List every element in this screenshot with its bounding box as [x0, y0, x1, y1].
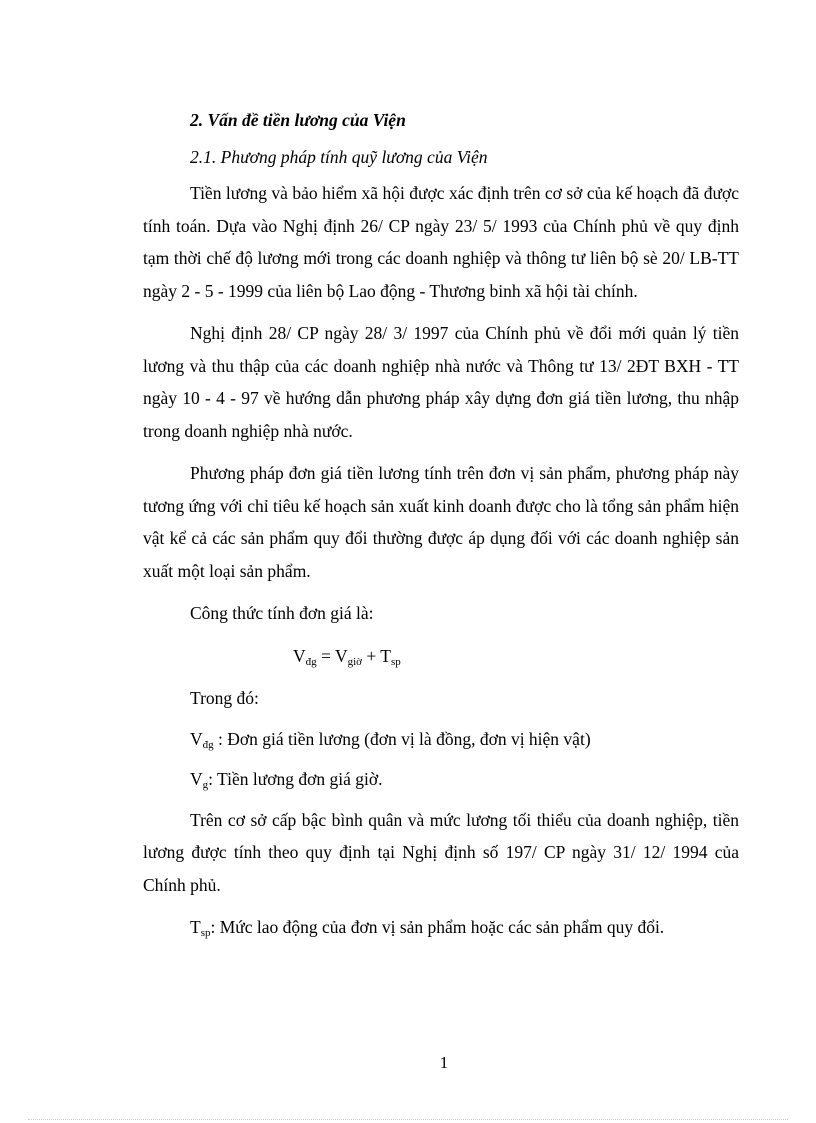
formula-term2: T — [380, 645, 391, 666]
definition-vdg-symbol: V — [190, 728, 203, 749]
definition-tsp — [190, 911, 739, 944]
formula-lhs: V — [293, 645, 306, 666]
definition-vg-symbol: V — [190, 769, 203, 789]
section-title: 2. Vấn đề tiền lương của Viện — [190, 110, 406, 130]
definition-vg-text: : Tiền lương đơn giá giờ. — [208, 769, 383, 789]
definition-tsp-text: : Mức lao động của đơn vị sản phẩm hoặc các sản phẩm quy đổi. — [210, 917, 665, 937]
formula-lhs-subscript: đg — [305, 655, 317, 668]
section-subtitle: 2.1. Phương pháp tính quỹ lương của Viện — [190, 146, 488, 167]
definition-vdg-subscript: đg — [202, 738, 214, 751]
unit-price-formula — [293, 640, 739, 673]
paragraph-3: Phương pháp đơn giá tiền lương tính trên đơn vị sản phẩm, phương pháp này tương ứng với chỉ tiêu kế hoạch sản xuất kinh doanh được cho là tổng sản phẩm hiện vật kể cả các sản phẩm quy đổi thường được áp dụng đối với các doanh nghiệp sản xuất một loại sản phẩm. — [143, 463, 739, 581]
page-bottom-divider — [28, 1119, 788, 1120]
paragraph-2: Nghị định 28/ CP ngày 28/ 3/ 1997 của Chính phủ về đổi mới quản lý tiền lương và thu thập của các doanh nghiệp nhà nước và Thông tư 13/ 2ĐT BXH - TT ngày 10 - 4 - 97 về hướng dẫn phương pháp xây dựng đơn giá tiền lương, thu nhập trong doanh nghiệp nhà nước. — [143, 323, 739, 441]
definition-tsp-symbol: T — [190, 917, 201, 937]
definition-vdg — [190, 723, 739, 756]
where-label: Trong đó: — [190, 688, 259, 708]
formula-equals: = — [316, 645, 335, 666]
formula-term1: V — [334, 645, 348, 666]
definition-vg — [190, 763, 739, 796]
formula-term1-subscript: giờ — [347, 655, 362, 668]
formula-term2-subscript: sp — [390, 655, 401, 668]
formula-intro: Công thức tính đơn giá là: — [190, 603, 374, 623]
definition-tsp-subscript: sp — [200, 927, 211, 939]
definition-vdg-text: : Đơn giá tiền lương (đơn vị là đồng, đơn vị hiện vật) — [213, 728, 591, 749]
formula-plus: + — [361, 645, 381, 666]
paragraph-4: Trên cơ sở cấp bậc bình quân và mức lương tối thiểu của doanh nghiệp, tiền lương được tính theo quy định tại Nghị định số 197/ CP ngày 31/ 12/ 1994 của Chính phủ. — [143, 809, 739, 895]
page-content — [143, 104, 739, 952]
page-number: 1 — [439, 1053, 449, 1072]
definition-vg-subscript: g — [202, 779, 209, 791]
paragraph-1: Tiền lương và bảo hiểm xã hội được xác định trên cơ sở của kế hoạch đã được tính toán. Dựa vào Nghị định 26/ CP ngày 23/ 5/ 1993 của Chính phủ về quy định tạm thời chế độ lương mới trong các doanh nghiệp và thông tư liên bộ sè 20/ LB-TT ngày 2 - 5 - 1999 của liên bộ Lao động - Thương binh xã hội tài chính. — [143, 183, 739, 301]
